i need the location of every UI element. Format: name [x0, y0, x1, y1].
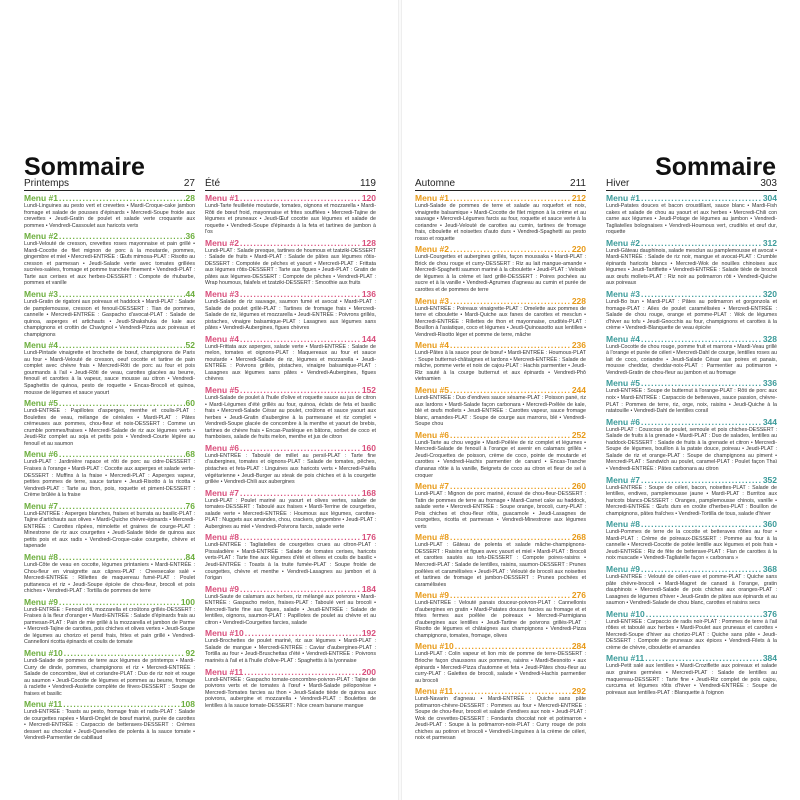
menu-description: Lundi-Tarte feuilletée moutarde, tomates, oignons et mozzarella • Mardi-Rôti de bœuf froid, mayonnaise et frites soufflées • Mercredi-Tajine de légumes et pruneaux • Jeudi-Œuf cocotte aux légumes et salade de roquette • Vendredi-Soupe d'épinards à la feta et tartines de jambon à l'os — [205, 203, 376, 236]
dot-leader — [240, 289, 361, 299]
menu-description: Lundi-ENTRÉE : Velouté de céleri-rave et pomme-PLAT : Quiche sans pâte chèvre-brocoli • Mardi-Magret de canard à l'orange, gratin dauphinois • Mercredi-Salade de pois chiches aux oranges-PLAT : Lasagnes de légumes d'hiver • Jeudi-Gratin de pâtes aux épinards et au saumon • Vendredi-Salade de chou blanc, carottes et raisins secs — [606, 573, 777, 607]
menu-page-number: 292 — [571, 686, 586, 697]
menu-heading[interactable] — [415, 481, 586, 491]
menu-label: Menu #8 — [606, 519, 641, 530]
dot-leader — [641, 289, 762, 299]
menu-label: Menu #9 — [24, 596, 59, 607]
menu-description: Lundi-ENTRÉE : Soupe de céleri, bacon, noisettes-PLAT : Salade de lentilles, endives, pamplemousse jaune • Mardi-PLAT : Burritos aux haricots blancs-DESSERT : Oranges, pamplemousse chinois, vanille • Mercredi-ENTRÉE : Œufs durs en croûte d'herbes-PLAT : Bouillon de champignons, pâtes fraîches • Vendredi-Tortilla de tous, salade d'hiver — [606, 484, 777, 517]
menu-page-number: 228 — [571, 295, 586, 306]
menu-heading[interactable] — [205, 238, 376, 248]
menu-page-number: 144 — [361, 333, 376, 344]
menu-description: Lundi-Gâteau dauphinois, salade mesclun au pamplemousse et avocat • Mardi-ENTRÉE : Salade de riz noir, mangue et avocat-PLAT : Crumble épinards haricots blancs • Mercredi-Wok de nouilles chinoises aux légumes • Jeudi-Tartiflette • Vendredi-ENTRÉE : Salade tiède de brocoli aux œufs mollets-PLAT : Riz noir au potimarron rôti • Vendredi-Quiche aux poireaux — [606, 247, 777, 287]
menu-label: Menu #6 — [606, 416, 641, 427]
dot-leader — [63, 699, 180, 709]
menu-label: Menu #3 — [205, 289, 240, 300]
menu-page-number: 36 — [185, 231, 195, 242]
menu-page-number: 328 — [762, 333, 777, 344]
menu-label: Menu #5 — [415, 385, 450, 396]
menu-label: Menu #6 — [24, 449, 59, 460]
menu-description: Lundi-ENTRÉE : Velouté panais douceur-poivron-PLAT : Cannellonis d'aubergines en gratin • Mardi-Patates douces farcies au fromage et et frites fermes aux poêlée de poireaux • Mercredi-Parmigiana d'aubergines aux lentilles • Jeudi-Tartine de poivrons grillés-PLAT : Risotto de légumes et châtaignes aux champignons • Vendredi-Pizza champignons, tomates, fromage, olives — [415, 600, 586, 639]
menu-heading[interactable] — [24, 699, 195, 709]
menu-page-number: 92 — [185, 647, 195, 658]
dot-leader — [59, 398, 185, 408]
menu-description: Lundi-Côte de veau en cocotte, légumes printaniers • Mardi-ENTRÉE : Chou-fleur en vinaigrette aux câpres-PLAT : Cheesecake salé • Mercredi-ENTRÉE : Rillettes de maquereau fumé-PLAT : Poulet puttanesca et riz • Jeudi-Soupe épicée de chou-fleur, brocoli et pois chiches • Vendredi-PLAT : Tortilla de pommes de terre — [24, 561, 195, 595]
menu-page-number: 184 — [361, 583, 376, 594]
menu-description: Lundi-ENTRÉE : Tagliatelles de courgettes crues au citron-PLAT : Pissaladière • Mardi-ENTRÉE : Salade de tomates cerises, haricots verts-PLAT : Tarte fine aux légumes d'été et olives et coulis de basilic • Jeudi-ENTRÉE : Toasts à la truite fumée-PLAT : Soupe froide de courgettes, chèvre et menthe • Vendredi-Lasagnes au jambon et à l'origan — [205, 542, 376, 582]
menu-description: Lundi-PLAT : Colin vapeur et lion mix de pomme de terre-DESSERT : Brioche façon chaussons aux pommes, raisins • Mardi-Besnoito • aux épinards • Mercredi-Pizza d'automne et feta • Jeudi-Pâtes chou-fleur au curry-PLAT : Galettes de brocoli, salade • Vendredi-Hachis parmentier au brocoli — [415, 651, 586, 684]
menu-heading[interactable] — [24, 193, 195, 203]
menu-label: Menu #4 — [415, 340, 450, 351]
menu-description: Lundi-Patates douces et bacon croustillant, sauce blanc • Mardi-Fish cakes et salade de chou au yaourt et aux herbes • Mercredi-Chili con carne aux légumes • Jeudi-Potage de légumes au jambon • Vendredi-Tagliatelles bolognaises • Vendredi-Houmous vert, crudités et œuf dur, roquette — [606, 203, 777, 236]
menu-heading[interactable] — [205, 289, 376, 299]
menu-page-number: 304 — [762, 193, 777, 203]
dot-leader — [455, 641, 571, 651]
menu-page-number: 352 — [762, 474, 777, 485]
dot-leader — [64, 648, 185, 658]
menu-heading[interactable] — [24, 231, 195, 241]
menu-description: Lundi-Saute de calamars aux herbes, riz mélangé aux poivrons • Mardi-ENTRÉE : Gaspacho melon, fraises-PLAT : Taboulé vert au brocoli • Mercredi-Tarte fine aux figues, salade • Jeudi-ENTRÉE : Salade de lentilles, oignons, saumon-PLAT : Papillotes de poulet au chèvre et au citron • Vendredi-Courgettes farcies, salade — [205, 593, 376, 626]
menu-label: Menu #11 — [24, 699, 63, 710]
menu-label: Menu #1 — [415, 193, 450, 203]
menu-description: Lundi-ENTRÉE : Carpaccio de radis noir-PLAT : Pommes de terre à l'ail rôties et taboulé aux herbes • Mardi-Poulet aux pruneaux et carottes • Mercredi-Soupe d'hiver au chorizo-PLAT : Quiche sans pâte • Jeudi-DESSERT : Compote de pruneaux aux épices • Vendredi-Filets à la crème de chèvre, ciboulette et amandes — [606, 618, 777, 651]
menu-label: Menu #2 — [205, 237, 240, 248]
menu-heading[interactable] — [606, 653, 777, 663]
dot-leader — [240, 584, 361, 594]
menu-label: Menu #7 — [415, 481, 450, 492]
dot-leader — [59, 340, 185, 350]
section-header — [415, 178, 586, 191]
menu-description: Lundi-ENTRÉE : Duo d'endives sauce sésame-PLAT : Poisson pané, riz aux lardons • Mardi-Salade façon carbonara • Mercredi-Poêlée de kale, blé et œufs mollets • Jeudi-ENTRÉE : Carottes vapeur, sauce fromage blanc, amandes-PLAT : Soupe de courge aux marrons, blé • Vendredi-Soupe chou — [415, 395, 586, 428]
menu-heading[interactable] — [606, 564, 777, 574]
menu-description: Lundi-Salade de pommes de terre aux légumes de printemps • Mardi-Curry de dinde, pommes, champignons et riz • Mercredi-ENTRÉE : Salade de concombre, kiwi et coriandre-PLAT : Duo de riz noir et rouge au saumon • Jeudi-Cocotte de légumes et pommes au beurre, fromage à raclette • Vendredi-Assiette complète de fèves-DESSERT : Soupe de fraises et basilic — [24, 657, 195, 697]
menu-description: Lundi-Bo bun • Mardi-PLAT : Pâtes au potimarron et gorgonzola et fromage-PLAT : Ailes de poulet caramélisées • Mercredi-ENTRÉE : Salade de chou rouge, orange et pomme-PLAT : Wok de légumes d'hiver au tofu • Jeudi-Gnocchis au four, champignons et carottes à la crème • Vendredi-Blanquette de veau épicée — [606, 299, 777, 332]
dot-leader — [59, 449, 185, 459]
menu-label: Menu #3 — [24, 289, 59, 300]
menu-heading[interactable] — [415, 385, 586, 395]
menu-heading[interactable] — [24, 597, 195, 607]
menu-page-number: 108 — [180, 699, 195, 710]
page-title-right: Sommaire — [655, 153, 776, 181]
menu-page-number: 236 — [571, 340, 586, 351]
section-page-number: 303 — [760, 178, 777, 189]
dot-leader — [450, 193, 571, 203]
menu-label: Menu #9 — [415, 590, 450, 601]
dot-leader — [240, 532, 361, 542]
menu-description: Lundi-PLAT : Mignon de porc mariné, écrasé de chou-fleur-DESSERT : Tatin de pommes de terre au fromage • Mardi-Carnet cake au haddock, salade verte • Mercredi-ENTRÉE : Soupe orange, brocoli, curry-PLAT : Pois chiches et chou-fleur rôtis, guacamole • Jeudi-Lasagnes de courgettes, ricotta et parmesan • Vendredi-Minestrone aux légumes verts — [415, 491, 586, 530]
menu-page-number: 260 — [571, 481, 586, 492]
menu-description: Lundi-ENTRÉE : Soupe de butternut à l'orange-PLAT : Rôti de porc aux noix • Mardi-ENTRÉE : Carpaccio de betteraves, sauce passion, chèvre-PLAT : Pommes de terre, riz, orge, noix, raisins • Jeudi-Quiche à la ratatouille • Vendredi-Dahl de lentilles corail — [606, 388, 777, 415]
menu-heading[interactable] — [606, 475, 777, 485]
menu-label: Menu #7 — [606, 474, 641, 485]
menu-description: Lundi-ENTRÉE : Asperges blanches, fraises et burrata au basilic-PLAT : Tajine d'artichauts aux olives • Mardi-Quiche chèvre-épinards • Mercredi-ENTRÉE : Carottes râpées, mimolette et graines de courge-PLAT : Minestrone de riz aux courgettes • Jeudi-Salade tiède de quinoa aux petits pois et aux radis • Vendredi-Croque-cake courgette, chèvre et tapenade — [24, 510, 195, 550]
menu-description: Lundi-PLAT : Salade presque, tartines de houmous et tzatziki-DESSERT : Salade de fruits • Mardi-PLAT : Salade de pâtes aux légumes rôtis-DESSERT : Compotée de pêches et yaourt • Mercredi-PLAT : Frittata aux légumes rôtis-DESSERT : Tarte aux figues • Jeudi-PLAT : Gratin de pâtes aux légumes-DESSERT : Compote de pêches • Vendredi-PLAT : Wrap houmous, falafels et tzatziki-DESSERT : Smoothie aux fruits — [205, 247, 376, 287]
menu-description: Lundi-PLAT : Poulet mariné au yaourt et olives vertes, salade de tomates-DESSERT : Taboulé aux fraises • Mardi-Terrine de courgettes, salade verte • Mercredi-ENTRÉE : Houmous aux légumes, carottes-PLAT : Nuggets aux amandes, chou, crackers, gingembre • Jeudi-PLAT : Aubergines au miel • Vendredi-Poivrons farcis, salade verte — [205, 497, 376, 530]
dot-leader — [59, 193, 185, 203]
dot-leader — [641, 519, 762, 529]
menu-label: Menu #1 — [606, 193, 641, 203]
menu-heading[interactable] — [24, 648, 195, 658]
section-header — [205, 178, 376, 191]
menu-heading[interactable] — [606, 609, 777, 619]
menu-heading[interactable] — [606, 334, 777, 344]
menu-description: Lundi-Frittata aux asperges, salade verte • Mardi-ENTRÉE : Salade de melon, tomates et oignons-PLAT : Maquereaux au four et sauce moutarde • Mercredi-Salade de riz, légumes et mozzarella • Jeudi-ENTRÉE : Poivrons grillés, pistaches, vinaigre balsamique-PLAT : Lasagnes aux légumes sans pâtes • Vendredi-Aubergines, figues chèvres — [205, 343, 376, 383]
menu-heading[interactable] — [24, 398, 195, 408]
menu-label: Menu #10 — [24, 647, 63, 658]
menu-heading[interactable] — [606, 417, 777, 427]
menu-description: Lundi-Brochettes de poulet mariné, riz aux légumes • Mardi-PLAT : Salade de mangue • Mercredi-ENTRÉE : Caviar d'aubergines-PLAT : Tortilla au four • Jeudi-Bruschettas d'été • Vendredi-ENTRÉE : Poivrons marinés à l'ail et à l'huile d'olive-PLAT : Spaghettis à la lyonnaise — [205, 638, 376, 664]
menu-description: Lundi-Salade de riz sauvage, saumon fumé et avocat • Mardi-PLAT : Salade de poulet grillé-PLAT : Tartines de fromage frais • Mercredi-Salade de riz, légumes et mozzarella • Jeudi-ENTRÉE : Poivrons grillés, pistaches, vinaigre balsamique-PLAT : Lasagnes aux légumes sans pâtes • Vendredi-Aubergines, figues chèvres — [205, 299, 376, 332]
menu-description: Lundi-PLAT : Gâteau de polenta et salade mâche-champignons-DESSERT : Raisins et figues avec yaourt et miel • Mardi-PLAT : Brocoli et carottes sautés au tofu-DESSERT : Compote poires-raisins • Mercredi-PLAT : Salade de lentilles, raisins, saumon-DESSERT : Prunes poêlées et caramélisées • Jeudi-PLAT : Velouté de brocoli aux noisettes et tartines de fromage et jambon-DESSERT : Prunes pochées et caramélisées — [415, 542, 586, 588]
menu-page-number: 268 — [571, 532, 586, 543]
menu-description: Lundi-Petit salé aux lentilles • Mardi-Croziflette aux poireaux et salade aux graines germées • Mercredi-PLAT : Salade de lentilles au maquereau-DESSERT : Tarte fine • Jeudi-Riz complet de pois cajou, curcuma et légumes rôtis d'hiver • Vendredi-ENTRÉE : Soupe de poireaux aux lentilles-PLAT : Blanquette à l'oignon — [606, 663, 777, 696]
menu-label: Menu #2 — [415, 244, 450, 255]
menu-page-number: 368 — [762, 563, 777, 574]
menu-heading[interactable] — [606, 289, 777, 299]
menu-page-number: 168 — [361, 487, 376, 498]
menu-heading[interactable] — [606, 238, 777, 248]
menu-heading[interactable] — [415, 340, 586, 350]
menu-page-number: 336 — [762, 378, 777, 389]
menu-label: Menu #1 — [205, 193, 240, 203]
menu-heading[interactable] — [205, 443, 376, 453]
dot-leader — [240, 238, 361, 248]
dot-leader — [450, 481, 571, 491]
menu-description: Lundi-ENTRÉE : Poireaux vinaigrette-PLAT : Omelette aux pommes de terre et ciboulette • Mardi-Quiche aux fanes de carottes et mesclun • Mercredi-ENTRÉE : Rillettes de thon et mayonnaise, crudités-PLAT : Bouillon à l'asiatique, coco et légumes • Jeudi-Quinoasotto aux lentilles • Vendredi-Risotto léger et pomme de terre, mâche — [415, 305, 586, 338]
menu-label: Menu #11 — [606, 653, 645, 664]
dot-leader — [240, 385, 361, 395]
menu-heading[interactable] — [415, 641, 586, 651]
dot-leader — [450, 340, 571, 350]
menu-heading[interactable] — [24, 340, 195, 350]
menu-label: Menu #3 — [415, 295, 450, 306]
menu-heading[interactable] — [24, 552, 195, 562]
menu-heading[interactable] — [415, 686, 586, 696]
menu-description: Lundi-ENTRÉE : Toasts au pesto, fromage frais et radis-PLAT : Salade de courgettes rapées • Mardi-Onglet de bœuf mariné, purée de carottes • Mercredi-ENTRÉE : Carpaccio de betteraves-DESSERT : Crèmes dessert au chocolat • Jeudi-Quenelles de polenta à la sauce tomate • Vendredi-Parmentier de cabillaud — [24, 709, 195, 742]
menu-page-number: 244 — [571, 385, 586, 396]
right-page — [400, 0, 800, 800]
dot-leader — [59, 501, 185, 511]
menu-description: Lundi-ENTRÉE : Papillotes d'asperges, menthe et coulis-PLAT : Boulettes de veau, mélange de céréales • Mardi-PLAT : Pâtes crémeuses aux pommes, chou-fleur et noix-DESSERT : Comme un crumble pommes/fraises • Mercredi-Salade de riz aux légumes verts • Jeudi-Riz complet au soja et petits pois • Vendredi-Courte légère au fenouil et au saumon — [24, 408, 195, 447]
menu-description: Lundi-Salade de poulet à l'huile d'olive et roquette sauce au jus de citron • Mardi-Légumes d'été grillés au four, quinoa, éclats de feta et basilic frais • Mercredi-Salade César au poulet, croûtons et sauce yaourt aux herbes • Jeudi-Gratin d'aubergine à la parmesane et riz complet • Vendredi-Soupe glacée de concombre à la menthe et yaourt de brebis, tartines de chèvre frais • Encas-Pastèque en bâtons, sorbet de coco et framboises, salade de fruits melon, menthe et jus de citron — [205, 395, 376, 441]
menu-label: Menu #11 — [415, 686, 454, 697]
dot-leader — [641, 193, 762, 203]
menu-description: Lundi-Gratin de rigatoni aux poireaux et haddock • Mardi-PLAT : Salade de pamplemousse, cresson et fenouil-DESSERT : Tian de pommes, cannelle • Mercredi-ENTRÉE : Gaspacho d'avocat-PLAT : Salade de quinoa, asperges et artichauts • Jeudi-Shakshuka de kale aux champignons et crottin de Chavignol • Vendredi-Pizza aux poireaux et champignons — [24, 299, 195, 338]
menu-page-number: 52 — [185, 340, 195, 351]
menu-page-number: 320 — [762, 289, 777, 300]
menu-page-number: 160 — [361, 442, 376, 453]
section-page-number: 27 — [183, 178, 195, 189]
menu-heading[interactable] — [415, 590, 586, 600]
menu-label: Menu #5 — [205, 385, 240, 396]
section-hiver — [606, 178, 777, 696]
menu-page-number: 252 — [571, 429, 586, 440]
menu-label: Menu #3 — [606, 289, 641, 300]
menu-heading[interactable] — [606, 519, 777, 529]
menu-page-number: 136 — [361, 289, 376, 300]
dot-leader — [641, 564, 762, 574]
dot-leader — [454, 686, 571, 696]
menu-heading[interactable] — [24, 501, 195, 511]
menu-page-number: 192 — [361, 628, 376, 639]
menu-description: Lundi-Pintade vinaigrette et brochette de bœuf, champignons de Paris au four • Mardi-Velouté de cresson, oeuf cocotte et tartine de pain complet avec chèvre frais • Mercredi-Rôti de porc au four et pois gourmands à l'ail • Jeudi-Rôti de veau, carottes glacées au beurre, fenouil et carottes à la vapeur, sauce mousse au citron • Vendredi-Spaghettis de quinoa, pesto de roquette • Encas-Brocoli et quinoa, mousse de légumes et sauce yaourt — [24, 350, 195, 396]
section-header — [24, 178, 195, 191]
menu-label: Menu #9 — [606, 563, 641, 574]
dot-leader — [240, 193, 361, 203]
menu-page-number: 176 — [361, 532, 376, 543]
section-name: Automne — [415, 178, 456, 189]
menu-page-number: 312 — [762, 237, 777, 248]
menu-page-number: 360 — [762, 519, 777, 530]
section-name: Été — [205, 178, 221, 189]
menu-description: Lundi-PLAT : Couscous de poulet, semoule et pois chiches-DESSERT : Salade de fruits à la grenade • Mardi-PLAT : Duo de salades, lentilles au haddock-DESSERT : Salade de fruits à la grenade et citron • Mercredi-Soupe de légumes, bouillon à la patate douce, poireau • Jeudi-PLAT : Salade de riz et orange-PLAT : Soupe de champignons au piment • Mercredi-PLAT : Sandwich au poulet, caramel-PLAT : Poulet façon Thaï • Vendredi-ENTRÉE : Pâtes carbonara au citron — [606, 426, 777, 472]
menu-label: Menu #8 — [415, 532, 450, 543]
menu-page-number: 384 — [762, 653, 777, 664]
section-name: Printemps — [24, 178, 70, 189]
menu-heading[interactable] — [205, 385, 376, 395]
menu-heading[interactable] — [205, 532, 376, 542]
menu-label: Menu #5 — [24, 398, 59, 409]
section-page-number: 119 — [360, 178, 376, 189]
menu-heading[interactable] — [415, 244, 586, 254]
dot-leader — [240, 443, 361, 453]
menu-heading[interactable] — [205, 628, 376, 638]
menu-label: Menu #2 — [606, 237, 641, 248]
dot-leader — [240, 334, 361, 344]
menu-label: Menu #10 — [205, 628, 244, 639]
menu-description: Lundi-Salade de pommes de terre et salade au roquefort et noix, vinaigrette balsamique • Mardi-Cocotte de filet mignon à la crème et au sauvage • Mercredi-Légumes farcis au four, roquette et sauce verte à la coriandre • Jeudi-Velouté de carottes au cumin, tartines de fromage frais, ciboulette et noisettes d'auto durs • Vendredi-Spaghetti au pesto rosso et roquette — [415, 203, 586, 242]
menu-page-number: 60 — [185, 398, 195, 409]
menu-page-number: 276 — [571, 590, 586, 601]
menu-page-number: 376 — [762, 608, 777, 619]
menu-heading[interactable] — [205, 488, 376, 498]
menu-page-number: 212 — [571, 193, 586, 203]
dot-leader — [450, 590, 571, 600]
dot-leader — [450, 430, 571, 440]
menu-heading[interactable] — [415, 193, 586, 203]
dot-leader — [450, 296, 571, 306]
dot-leader — [641, 334, 762, 344]
menu-description: Lundi-ENTRÉE : Taboulé de millet au persil-PLAT : Tarte fine d'aubergines, tomates et oignons-PLAT : Salade de tomates, pêches, pistaches et feta-PLAT : Linguines aux haricots verts • Mercredi-Paëlla végétarienne • Jeudi-Burger au steak de pois chiches et à la courgette grillée • Vendredi-Chili aux aubergines — [205, 452, 376, 486]
menu-page-number: 76 — [185, 500, 195, 511]
menu-description: Lundi-Navarin d'agneau • Mardi-ENTRÉE : Quiche sans pâte potimarron-chèvre-DESSERT : Pommes au four • Mercredi-ENTRÉE : Soupe de chou-fleur, brocoli et salade d'endives aux noix • Jeudi-PLAT : Wok de crevettes-DESSERT : Fondants chocolat noir et potimarron • Jeudi-PLAT : Soupe à la potimarron-noix-PLAT : Curry rouge de pois chiches au potiron et brocoli • Vendredi-Linguines à la crème de céleri, noix et parmesan — [415, 696, 586, 742]
dot-leader — [59, 289, 185, 299]
menu-description: Lundi-Linguines au pesto vert et crevettes • Mardi-Croque-cake jambon fromage et salade de pousses d'épinards • Mercredi-Soupe froide aux crevettes • Jeudi-Gratin de poulet et salade verte croquante aux pommes • Vendredi-Cassoulet aux haricots verts — [24, 203, 195, 229]
section-automne — [415, 178, 586, 742]
menu-page-number: 284 — [571, 641, 586, 652]
menu-label: Menu #8 — [205, 532, 240, 543]
menu-page-number: 152 — [361, 385, 376, 396]
menu-label: Menu #4 — [606, 333, 641, 344]
menu-heading[interactable] — [415, 296, 586, 306]
menu-page-number: 100 — [180, 596, 195, 607]
menu-label: Menu #10 — [606, 608, 645, 619]
dot-leader — [244, 667, 361, 677]
menu-description: Lundi-Velouté de cresson, crevettes roses mayonnaise et pain grillé • Mardi-Cocotte de filet mignon de porc à la moutarde, pommes, gingembre et miel • Mercredi-ENTRÉE : Œufs mimosa-PLAT : Risotto au cresson et parmesan • Jeudi-Salade verte avec tomates grillées sucrées-salées, fromage et pomme tranchée finement • Vendredi-PLAT : Tarte aux cerises et aux herbes-DESSERT : Compote de rhubarbe, pommes et vanille — [24, 241, 195, 287]
dot-leader — [641, 475, 762, 485]
dot-leader — [450, 532, 571, 542]
menu-description: Lundi-PLAT : Jardinière rapace et rôti de porc au cidre-DESSERT : Fraises à l'orange • Mardi-PLAT : Cocotte aux asperges et salade verte-DESSERT : Muffins à la fraise • Mercredi-PLAT : Asperges vapeur, petites pommes de terre, sauce tartare • Jeudi-Risotto à la ricotta • Vendredi-PLAT : Tarte au thon, pois, roquette et piment-DESSERT : Crème brûlée à la fraise — [24, 459, 195, 499]
menu-label: Menu #8 — [24, 551, 59, 562]
page-title: Sommaire — [24, 153, 145, 181]
menu-heading[interactable] — [24, 449, 195, 459]
menu-description: Lundi-Pâtes à la sauce pour de bœuf • Mardi-ENTRÉE : Houmous-PLAT : Soupe butternut-châtaignes et lardons • Mercredi-ENTRÉE : Salade de mâche, pomme verte et noix de cajou-PLAT : Hachis parmentier • Jeudi-Riz sauté à la courge butternut et aux épinards • Vendredi-Phô vietnamien — [415, 350, 586, 383]
menu-heading[interactable] — [606, 378, 777, 388]
menu-description: Lundi-Courgettes et aubergines grillés, façon moussaka • Mardi-PLAT : Brick de chou rouge et curry-DESSERT : Riz au lait mangue-amande • Mercredi-Spaghetti saumon mariné à la ciboulette • Jeudi-PLAT : Velouté de légumes à la crème et lard grillé-DESSERT : Poires pochées au sucre et à la vanille • Vendredi-Agrumes d'agneau au cumin et purée de carottes et de pommes de terre — [415, 254, 586, 294]
section-header — [606, 178, 777, 191]
menu-label: Menu #2 — [24, 231, 59, 242]
menu-description: Lundi-ENTRÉE : Fenouil rôti, mozzarella et croûtons grillés-DESSERT : Fraises à la fleur d'oranger • Mardi-ENTRÉE : Salade d'épinards frais au parmesan-PLAT : Pain de mie grillé à la mozzarella et jambon de Parme • Mercredi-Tajine de carottes, pois chiches et olives vertes • Jeudi-Soupe de légumes au chorizo et persil frais, frites et pain grillé • Vendredi-Cannelloni ricotta épinards et coulis de tomate — [24, 606, 195, 646]
menu-heading[interactable] — [415, 430, 586, 440]
dot-leader — [59, 231, 185, 241]
menu-label: Menu #1 — [24, 193, 59, 203]
menu-label: Menu #6 — [415, 429, 450, 440]
menu-label: Menu #6 — [205, 442, 240, 453]
section-name: Hiver — [606, 178, 630, 189]
menu-label: Menu #4 — [205, 333, 240, 344]
menu-label: Menu #7 — [205, 487, 240, 498]
menu-label: Menu #10 — [415, 641, 454, 652]
menu-heading[interactable] — [205, 584, 376, 594]
menu-description: Lundi-Tarte au chou veggie • Mardi-Poêlée de riz complet et légumes • Mercredi-Salade de fenouil à l'orange et avenir en calamars grillés • Jeudi-Croquettes de poisson, crème de coco, pointe de moutarde et carottes • Vendredi-Hachis parmentier de canard • Encas-Tranche d'ananas rôtie à la vanille, Beignets de coco au citron et fleur de sel à croquer — [415, 439, 586, 479]
menu-page-number: 44 — [185, 289, 195, 300]
dot-leader — [245, 628, 361, 638]
dot-leader — [450, 385, 571, 395]
menu-label: Menu #9 — [205, 583, 240, 594]
dot-leader — [641, 378, 762, 388]
dot-leader — [240, 488, 361, 498]
menu-heading[interactable] — [24, 289, 195, 299]
dot-leader — [641, 238, 762, 248]
menu-label: Menu #7 — [24, 500, 59, 511]
menu-description: Lundi-Cocotte de chou rouge, pomme fruit et marrons • Mardi-Veau grillé à l'orange et purée de céleri • Mercredi-Dahl de courge, lentilles roses au lait de coco, coriandre • Jeudi-Salade César aux poires et panais, mousse cheddar, cheddar-noix-PLAT : Parmentier au potimarron • Vendredi-Gratin de chou-fleur au jambon et au fromage — [606, 343, 777, 376]
menu-page-number: 120 — [361, 193, 376, 203]
menu-heading[interactable] — [606, 193, 777, 203]
menu-label: Menu #5 — [606, 378, 641, 389]
dot-leader — [450, 244, 571, 254]
dot-leader — [641, 417, 762, 427]
dot-leader — [59, 597, 180, 607]
menu-heading[interactable] — [205, 667, 376, 677]
menu-page-number: 220 — [571, 244, 586, 255]
menu-page-number: 68 — [185, 449, 195, 460]
menu-heading[interactable] — [205, 334, 376, 344]
dot-leader — [646, 609, 762, 619]
menu-page-number: 84 — [185, 551, 195, 562]
menu-page-number: 28 — [185, 193, 195, 203]
menu-page-number: 344 — [762, 416, 777, 427]
menu-heading[interactable] — [205, 193, 376, 203]
section-ete — [205, 178, 376, 709]
menu-heading[interactable] — [415, 532, 586, 542]
menu-label: Menu #11 — [205, 666, 244, 677]
menu-description: Lundi-Pommes de terre de la cocotte et betteraves rôties au four • Mardi-PLAT : Crème de poireaux-DESSERT : Pomme au four à la cannelle • Mercredi-Cocotte de potée lentille aux légumes et pois frais • Jeudi-ENTRÉE : Riz de fête de betterave-PLAT : Flan de carottes à la noix muscade • Vendredi-Tagliatelle façon « carbonara » — [606, 529, 777, 562]
menu-page-number: 128 — [361, 237, 376, 248]
dot-leader — [59, 552, 185, 562]
section-printemps — [24, 178, 195, 742]
dot-leader — [645, 653, 762, 663]
section-page-number: 211 — [570, 178, 586, 189]
menu-description: Lundi-ENTRÉE : Gaspacho tomate-concombre-poivron-PLAT : Tajine de poivrons verts et de tomates à l'œuf • Mardi-Salade péloponèse • Mercredi-Tomates farcies au thon • Jeudi-Salade tiède de quinoa aux poivrons, aubergine et mozzarella • Vendredi-PLAT : Boulettes de lentilles à la sauce tomate-DESSERT : Nice cream banane mangue — [205, 676, 376, 709]
menu-page-number: 200 — [361, 666, 376, 677]
menu-label: Menu #4 — [24, 340, 59, 351]
